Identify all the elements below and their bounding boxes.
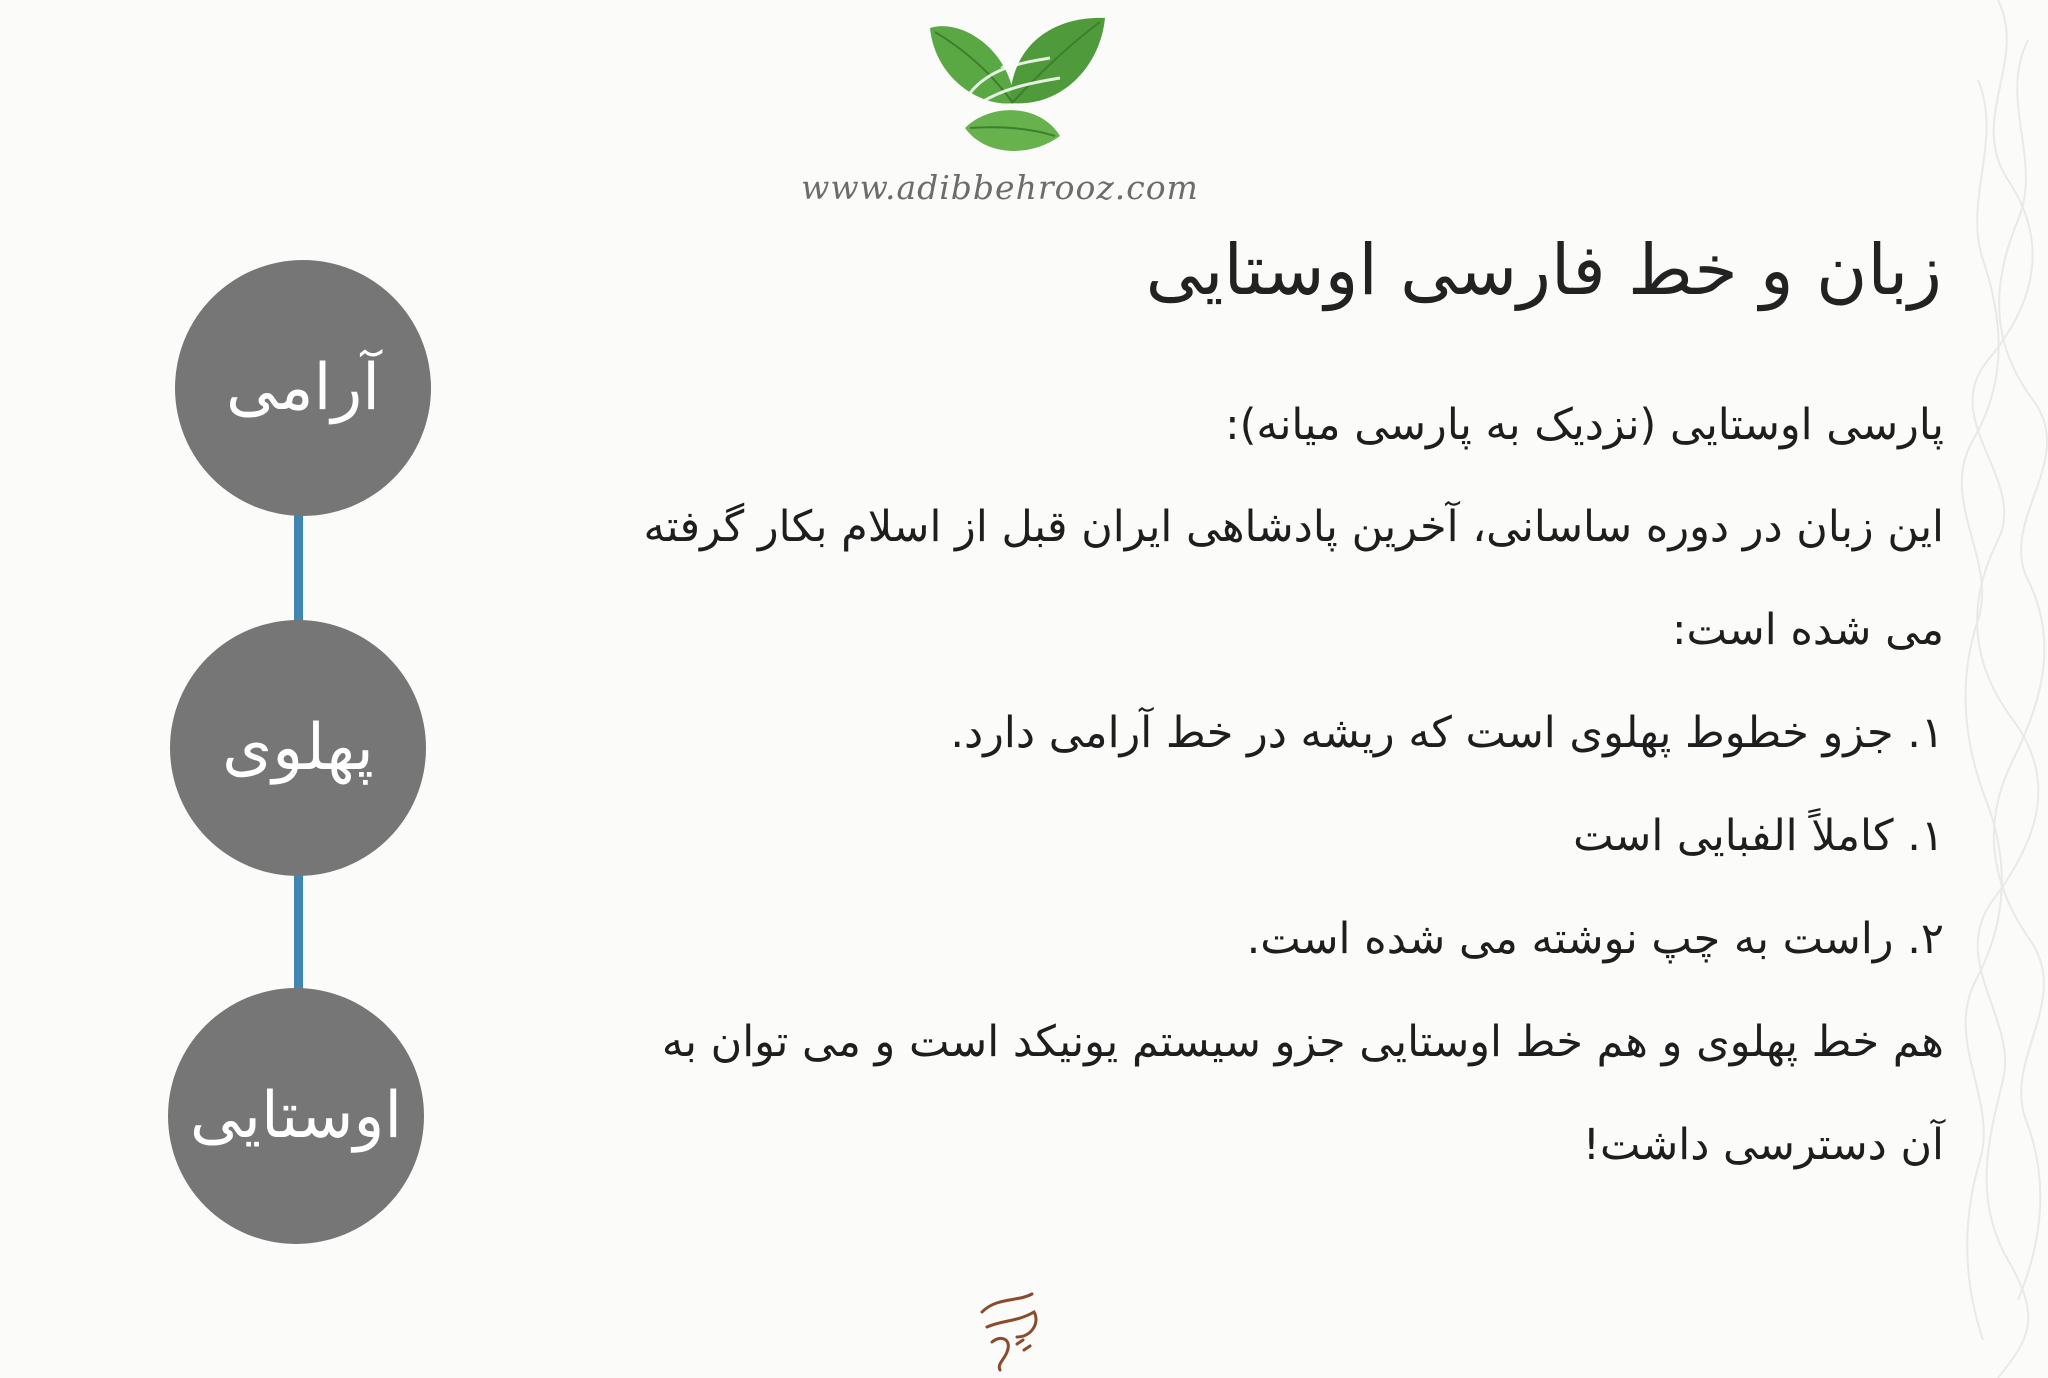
list-item: ۱. کاملاً الفبایی است	[1573, 811, 1944, 861]
timeline-node-label: اوستایی	[189, 1079, 403, 1153]
list-item: ۱. جزو خطوط پهلوی است که ریشه در خط آرامی دارد.	[950, 708, 1944, 758]
calligraphy-signature-logo	[962, 1282, 1052, 1372]
slide-body	[634, 380, 1944, 1197]
closing-text: هم خط پهلوی و هم خط اوستایی جزو سیستم یونیکد است و می توان به آن دسترسی داشت!	[661, 1017, 1944, 1170]
list-item: ۲. راست به چپ نوشته می شده است.	[1246, 914, 1944, 964]
intro-text: پارسی اوستایی (نزدیک به پارسی میانه):	[1225, 400, 1944, 450]
decorative-pattern	[1958, 0, 2048, 1378]
timeline-node-pahlavi	[170, 620, 426, 876]
timeline-node-avestan	[168, 988, 424, 1244]
description-text: این زبان در دوره ساسانی، آخرین پادشاهی ایران قبل از اسلام بکار گرفته می شده است:	[643, 502, 1944, 655]
timeline-node-aramaic	[175, 260, 431, 516]
timeline-node-label: آرامی	[225, 351, 381, 425]
timeline-node-label: پهلوی	[222, 711, 374, 785]
site-logo	[900, 8, 1110, 168]
timeline-connector-1	[294, 500, 303, 625]
site-url: www.adibbehrooz.com	[801, 168, 1199, 207]
slide-title: زبان و خط فارسی اوستایی	[1145, 229, 1942, 311]
timeline-connector-2	[294, 860, 303, 1000]
